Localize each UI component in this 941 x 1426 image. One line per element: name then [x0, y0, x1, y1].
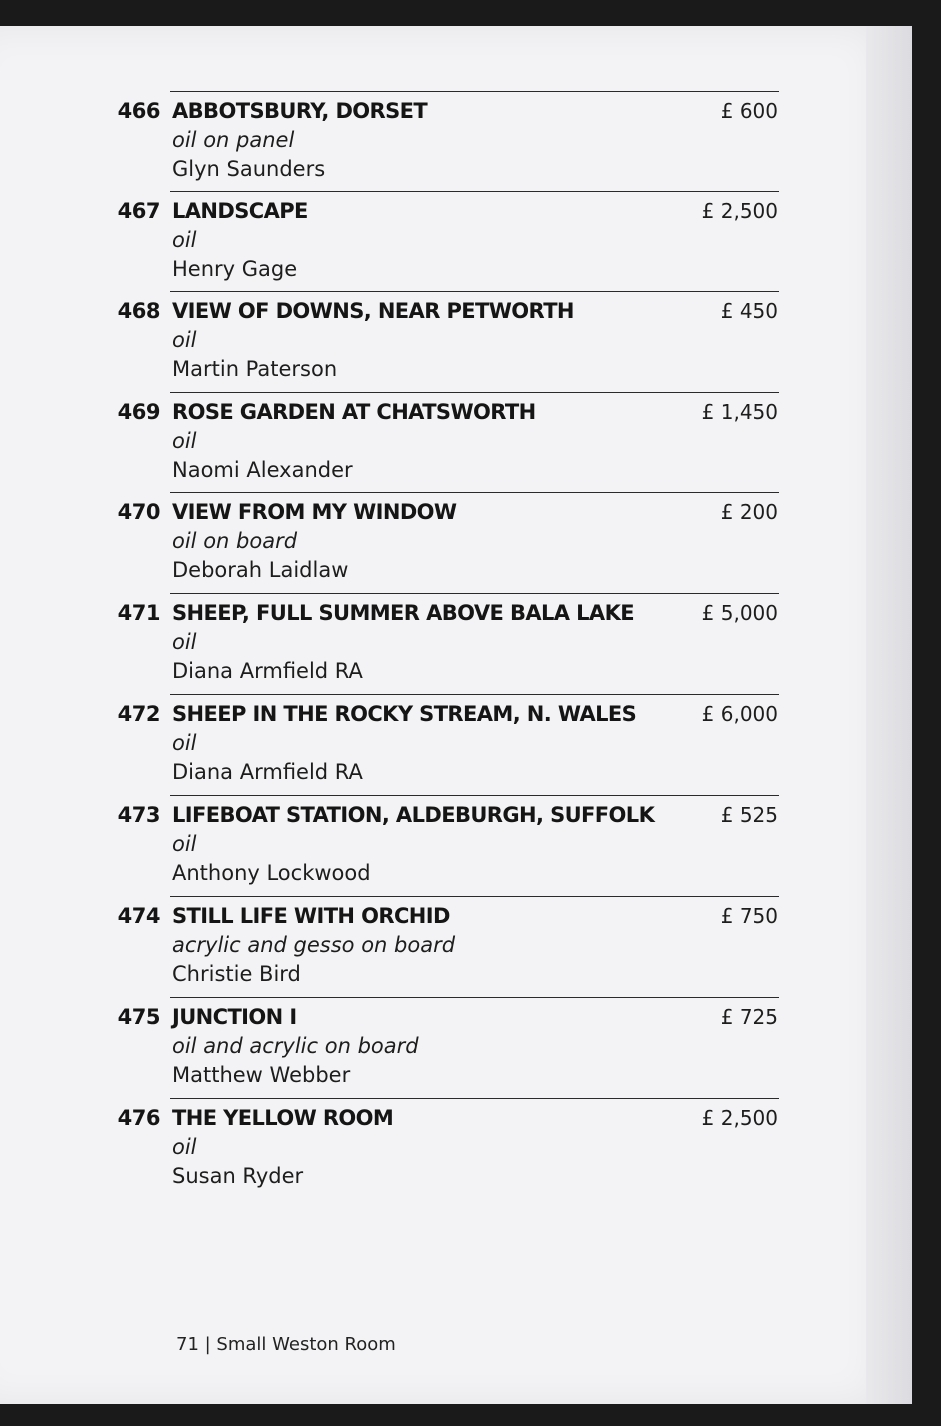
entry-artist: Matthew Webber: [172, 1063, 351, 1087]
entry-price: £ 6,000: [701, 702, 778, 726]
catalogue-entry: [0, 795, 908, 896]
entry-title: STILL LIFE WITH ORCHID: [172, 904, 450, 928]
entry-price: £ 525: [720, 803, 778, 827]
entry-artist: Diana Armfield RA: [172, 760, 363, 784]
entry-artist: Deborah Laidlaw: [172, 558, 349, 582]
entry-divider: [170, 694, 779, 695]
entry-medium: oil: [172, 1135, 197, 1159]
catalogue-entry: [0, 896, 908, 997]
catalogue-entry: [0, 392, 908, 493]
entry-medium: acrylic and gesso on board: [172, 933, 456, 957]
entry-artist: Christie Bird: [172, 962, 301, 986]
entry-medium: oil on board: [172, 529, 298, 553]
entry-medium: oil: [172, 328, 197, 352]
catalogue-entry: [0, 997, 908, 1098]
catalogue-entry: [0, 593, 908, 694]
catalogue-entry: [0, 492, 908, 593]
entry-artist: Naomi Alexander: [172, 458, 353, 482]
entry-number: 466: [117, 99, 160, 123]
entry-price: £ 2,500: [701, 199, 778, 223]
entry-divider: [170, 191, 779, 192]
entry-title: LIFEBOAT STATION, ALDEBURGH, SUFFOLK: [172, 803, 655, 827]
entry-divider: [170, 997, 779, 998]
entry-number: 471: [117, 601, 160, 625]
entry-number: 473: [117, 803, 160, 827]
entry-price: £ 5,000: [701, 601, 778, 625]
entry-artist: Martin Paterson: [172, 357, 338, 381]
entry-medium: oil on panel: [172, 128, 295, 152]
entry-title: JUNCTION I: [172, 1005, 297, 1029]
entry-medium: oil: [172, 832, 197, 856]
entry-medium: oil: [172, 731, 197, 755]
entry-divider: [170, 91, 779, 92]
entry-number: 472: [117, 702, 160, 726]
catalogue-entry: [0, 91, 908, 192]
entry-medium: oil: [172, 429, 197, 453]
entry-medium: oil and acrylic on board: [172, 1034, 419, 1058]
entry-title: LANDSCAPE: [172, 199, 308, 223]
entry-price: £ 2,500: [701, 1106, 778, 1130]
catalogue-entry: [0, 1098, 908, 1199]
entry-title: SHEEP, FULL SUMMER ABOVE BALA LAKE: [172, 601, 634, 625]
entry-number: 474: [117, 904, 160, 928]
entry-artist: Glyn Saunders: [172, 157, 326, 181]
entry-divider: [170, 896, 779, 897]
entry-number: 467: [117, 199, 160, 223]
entry-number: 468: [117, 299, 160, 323]
entry-title: ABBOTSBURY, DORSET: [172, 99, 428, 123]
entry-artist: Diana Armfield RA: [172, 659, 363, 683]
catalogue-entry: [0, 291, 908, 392]
entry-price: £ 750: [720, 904, 778, 928]
entry-price: £ 600: [720, 99, 778, 123]
entry-medium: oil: [172, 228, 197, 252]
page-edge: [866, 26, 912, 1404]
entry-number: 469: [117, 400, 160, 424]
entry-artist: Henry Gage: [172, 257, 298, 281]
entry-price: £ 1,450: [701, 400, 778, 424]
entry-price: £ 200: [720, 500, 778, 524]
entry-number: 470: [117, 500, 160, 524]
entry-title: THE YELLOW ROOM: [172, 1106, 394, 1130]
entry-title: VIEW FROM MY WINDOW: [172, 500, 457, 524]
entry-number: 475: [117, 1005, 160, 1029]
entry-medium: oil: [172, 630, 197, 654]
entry-divider: [170, 291, 779, 292]
entry-title: ROSE GARDEN AT CHATSWORTH: [172, 400, 536, 424]
entry-divider: [170, 795, 779, 796]
entry-divider: [170, 593, 779, 594]
entry-price: £ 725: [720, 1005, 778, 1029]
catalogue-entry: [0, 191, 908, 292]
catalogue-page: [0, 26, 908, 1404]
entry-price: £ 450: [720, 299, 778, 323]
entry-divider: [170, 392, 779, 393]
entry-title: VIEW OF DOWNS, NEAR PETWORTH: [172, 299, 574, 323]
entry-artist: Anthony Lockwood: [172, 861, 371, 885]
entry-title: SHEEP IN THE ROCKY STREAM, N. WALES: [172, 702, 637, 726]
entry-divider: [170, 492, 779, 493]
entry-artist: Susan Ryder: [172, 1164, 304, 1188]
entry-number: 476: [117, 1106, 160, 1130]
entry-divider: [170, 1098, 779, 1099]
catalogue-entry: [0, 694, 908, 795]
page-footer: 71 | Small Weston Room: [176, 1334, 396, 1355]
